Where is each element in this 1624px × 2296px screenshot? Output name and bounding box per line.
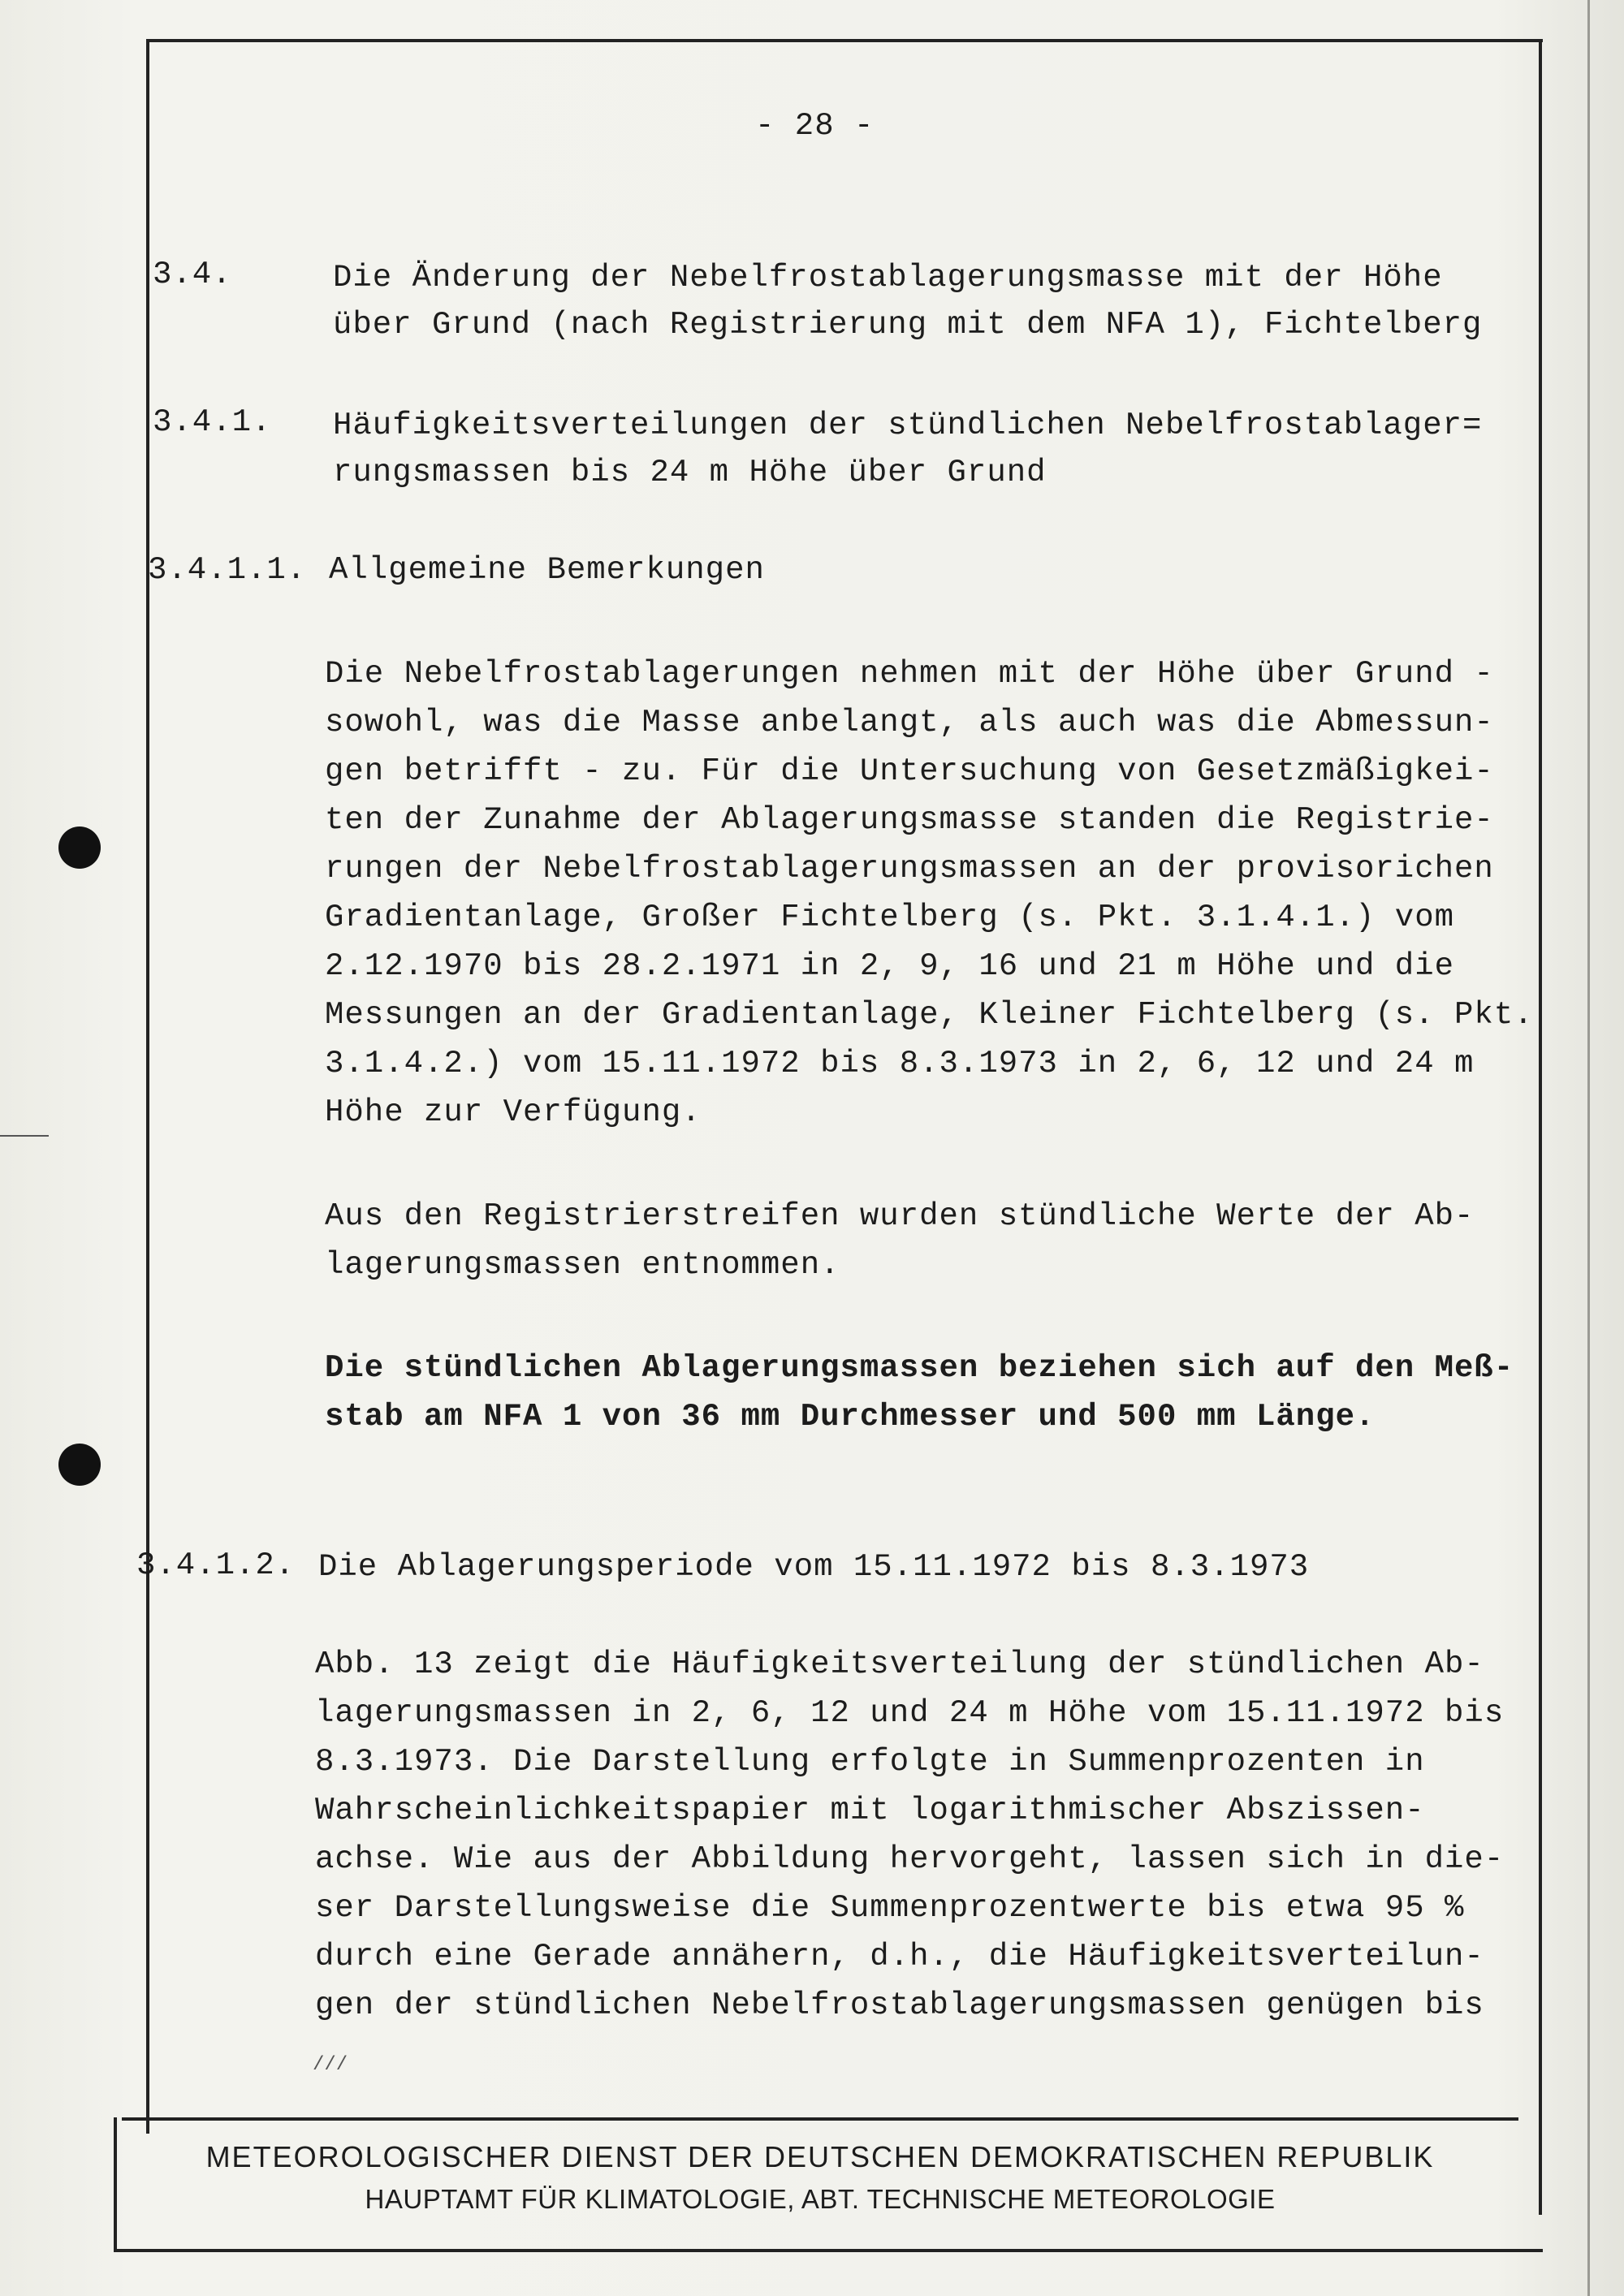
frame-border (114, 2117, 117, 2252)
paragraph-line: Gradientanlage, Großer Fichtelberg (s. Pkt. 3.1.4.1.) vom (325, 900, 1455, 935)
paragraph-line: sowohl, was die Masse anbelangt, als auch was die Abmessun- (325, 705, 1494, 740)
paragraph-line: durch eine Gerade annähern, d.h., die Häufigkeitsverteilun- (315, 1939, 1484, 1974)
paragraph-line: stab am NFA 1 von 36 mm Durchmesser und 500 mm Länge. (325, 1399, 1376, 1435)
paragraph-line: achse. Wie aus der Abbildung hervorgeht, lassen sich in die- (315, 1841, 1505, 1877)
margin-scribble: /// (313, 2054, 348, 2076)
footer-organization: METEOROLOGISCHER DIENST DER DEUTSCHEN DEMOKRATISCHEN REPUBLIK (205, 2140, 1435, 2173)
paragraph-line: Abb. 13 zeigt die Häufigkeitsverteilung der stündlichen Ab- (315, 1646, 1484, 1682)
page-number: - 28 - (755, 108, 875, 144)
section-number: 3.4. (153, 257, 232, 292)
section-heading-line: Häufigkeitsverteilungen der stündlichen Nebelfrostablager= (333, 408, 1483, 443)
section-number: 3.4.1.2. (136, 1547, 296, 1583)
paragraph-line: gen betrifft - zu. Für die Untersuchung von Gesetzmäßigkei- (325, 753, 1494, 789)
paragraph-line: Höhe zur Verfügung. (325, 1094, 702, 1130)
punch-hole-icon (58, 826, 101, 869)
section-heading-line: über Grund (nach Registrierung mit dem NFA 1), Fichtelberg (333, 307, 1483, 343)
section-heading-line: Die Änderung der Nebelfrostablagerungsmasse mit der Höhe (333, 260, 1443, 296)
section-number: 3.4.1.1. (148, 552, 307, 588)
paragraph-line: 8.3.1973. Die Darstellung erfolgte in Summenprozenten in (315, 1744, 1425, 1780)
page-edge (1587, 0, 1590, 2296)
paragraph-line: 3.1.4.2.) vom 15.11.1972 bis 8.3.1973 in 2, 6, 12 und 24 m (325, 1046, 1475, 1081)
paragraph-line: ser Darstellungsweise die Summenprozentwerte bis etwa 95 % (315, 1890, 1465, 1926)
paragraph-line: Messungen an der Gradientanlage, Kleiner Fichtelberg (s. Pkt. (325, 997, 1534, 1033)
paragraph-line: ten der Zunahme der Ablagerungsmasse standen die Registrie- (325, 802, 1494, 838)
margin-tick (0, 1135, 49, 1137)
paragraph-line: lagerungsmassen entnommen. (325, 1247, 840, 1283)
section-heading-line: Die Ablagerungsperiode vom 15.11.1972 bis 8.3.1973 (318, 1549, 1310, 1585)
paragraph-line: 2.12.1970 bis 28.2.1971 in 2, 9, 16 und 21 m Höhe und die (325, 948, 1455, 984)
paragraph-line: Die Nebelfrostablagerungen nehmen mit der Höhe über Grund - (325, 656, 1494, 692)
frame-border (114, 2249, 1543, 2252)
paragraph-line: gen der stündlichen Nebelfrostablagerungsmassen genügen bis (315, 1987, 1484, 2023)
section-number: 3.4.1. (153, 404, 272, 440)
frame-border (122, 2117, 1518, 2121)
frame-border (146, 39, 149, 2134)
frame-border (1539, 39, 1542, 2215)
section-heading-line: Allgemeine Bemerkungen (329, 552, 765, 588)
paragraph-line: Aus den Registrierstreifen wurden stündliche Werte der Ab- (325, 1198, 1475, 1234)
paragraph-line: rungen der Nebelfrostablagerungsmassen an der provisorichen (325, 851, 1494, 887)
paragraph-line: lagerungsmassen in 2, 6, 12 und 24 m Höhe vom 15.11.1972 bis (315, 1695, 1505, 1731)
punch-hole-icon (58, 1444, 101, 1486)
footer-department: HAUPTAMT FÜR KLIMATOLOGIE, ABT. TECHNISCHE METEOROLOGIE (365, 2184, 1276, 2214)
frame-border (146, 39, 1543, 42)
paragraph-line: Die stündlichen Ablagerungsmassen beziehen sich auf den Meß- (325, 1350, 1514, 1386)
paragraph-line: Wahrscheinlichkeitspapier mit logarithmischer Abszissen- (315, 1793, 1425, 1828)
section-heading-line: rungsmassen bis 24 m Höhe über Grund (333, 455, 1047, 490)
